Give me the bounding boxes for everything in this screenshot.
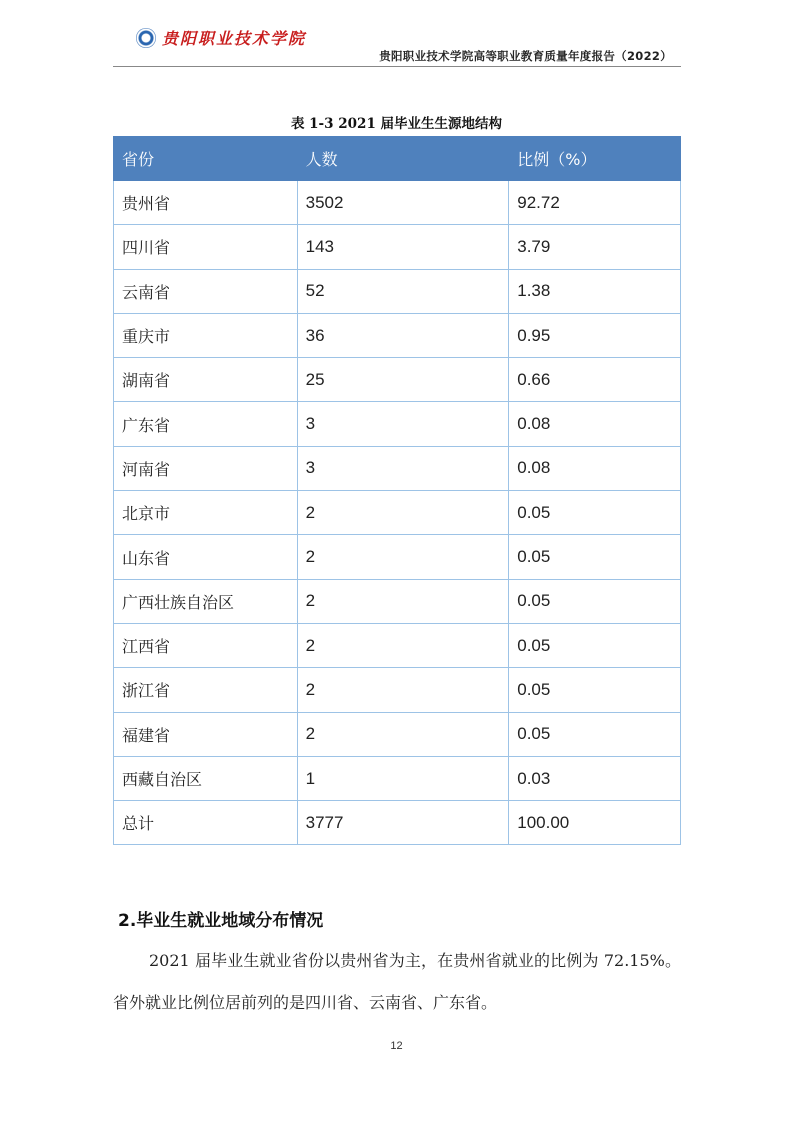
header-divider [113, 66, 681, 67]
table-caption: 表 1-3 2021 届毕业生生源地结构 [290, 116, 503, 132]
province-cell: 湖南省 [114, 358, 298, 402]
count-cell: 2 [297, 623, 509, 667]
count-cell: 52 [297, 269, 509, 313]
province-cell: 广西壮族自治区 [114, 579, 298, 623]
percent-cell: 0.05 [509, 491, 681, 535]
percent-cell: 0.05 [509, 712, 681, 756]
province-cell: 贵州省 [114, 181, 298, 225]
count-cell: 143 [297, 225, 509, 269]
count-cell: 3502 [297, 181, 509, 225]
table-row [114, 181, 681, 225]
percent-cell: 0.95 [509, 313, 681, 357]
table-row [114, 712, 681, 756]
percent-cell: 0.08 [509, 446, 681, 490]
count-cell: 3 [297, 446, 509, 490]
percent-cell: 0.05 [509, 668, 681, 712]
table-row [114, 402, 681, 446]
percent-cell: 0.03 [509, 756, 681, 800]
total-label-cell: 总计 [114, 801, 298, 845]
percent-cell: 1.38 [509, 269, 681, 313]
page-header [0, 0, 793, 80]
province-cell: 北京市 [114, 491, 298, 535]
table-row [114, 756, 681, 800]
percent-cell: 0.05 [509, 579, 681, 623]
count-cell: 36 [297, 313, 509, 357]
school-logo-text: 贵阳职业技术学院 [162, 29, 307, 48]
count-cell: 2 [297, 668, 509, 712]
count-cell: 2 [297, 579, 509, 623]
province-cell: 西藏自治区 [114, 756, 298, 800]
count-cell: 25 [297, 358, 509, 402]
section-heading: 2.毕业生就业地域分布情况 [118, 911, 324, 931]
column-header-count: 人数 [297, 137, 509, 181]
table-header-row [114, 137, 681, 181]
body-paragraph-block [113, 940, 681, 1024]
table-row [114, 358, 681, 402]
province-cell: 广东省 [114, 402, 298, 446]
province-cell: 江西省 [114, 623, 298, 667]
percent-cell: 0.08 [509, 402, 681, 446]
body-paragraph: 2021 届毕业生就业省份以贵州省为主，在贵州省就业的比例为 72.15%。省外就业比例位居前列的是四川省、云南省、广东省。 [113, 951, 681, 1012]
count-cell: 3 [297, 402, 509, 446]
origin-structure-table [113, 136, 681, 845]
table-row [114, 623, 681, 667]
percent-cell: 3.79 [509, 225, 681, 269]
table-row [114, 225, 681, 269]
total-percent-cell: 100.00 [509, 801, 681, 845]
province-cell: 浙江省 [114, 668, 298, 712]
document-title: 贵阳职业技术学院高等职业教育质量年度报告（2022） [379, 49, 672, 63]
percent-cell: 92.72 [509, 181, 681, 225]
table-row [114, 269, 681, 313]
province-cell: 河南省 [114, 446, 298, 490]
count-cell: 2 [297, 491, 509, 535]
table-row [114, 491, 681, 535]
school-emblem-icon [136, 28, 156, 48]
column-header-province: 省份 [114, 137, 298, 181]
table-total-row [114, 801, 681, 845]
province-cell: 福建省 [114, 712, 298, 756]
count-cell: 2 [297, 712, 509, 756]
province-cell: 云南省 [114, 269, 298, 313]
table-row [114, 579, 681, 623]
column-header-percent: 比例（%） [509, 137, 681, 181]
province-cell: 山东省 [114, 535, 298, 579]
percent-cell: 0.66 [509, 358, 681, 402]
total-count-cell: 3777 [297, 801, 509, 845]
table-row [114, 446, 681, 490]
province-cell: 四川省 [114, 225, 298, 269]
table-row [114, 313, 681, 357]
table-row [114, 535, 681, 579]
page-number: 12 [390, 1040, 403, 1052]
table-row [114, 668, 681, 712]
percent-cell: 0.05 [509, 623, 681, 667]
count-cell: 1 [297, 756, 509, 800]
percent-cell: 0.05 [509, 535, 681, 579]
province-cell: 重庆市 [114, 313, 298, 357]
school-logo [136, 26, 306, 49]
count-cell: 2 [297, 535, 509, 579]
